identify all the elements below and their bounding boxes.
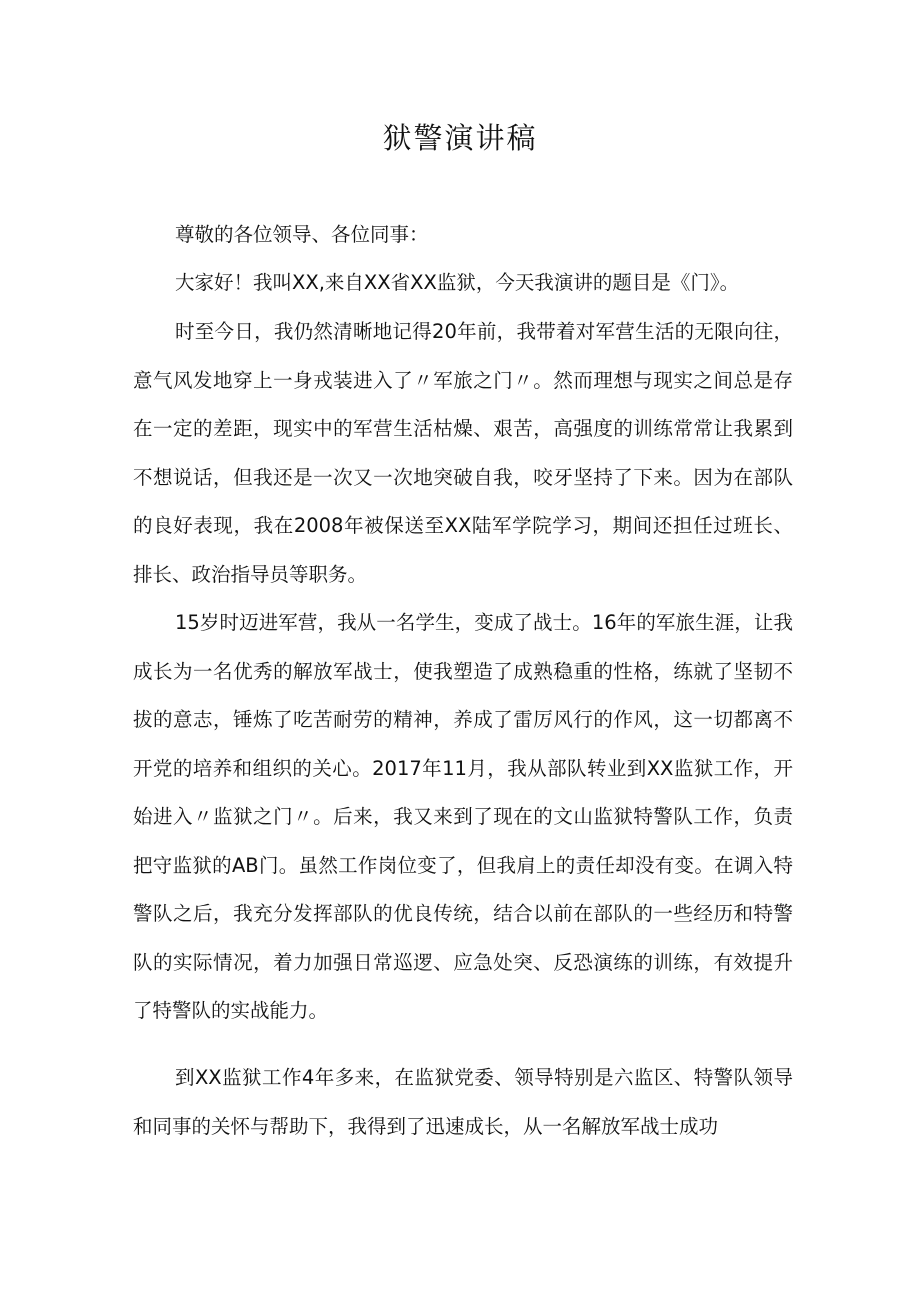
salutation: 尊敬的各位领导、各位同事： xyxy=(175,223,429,246)
paragraph-military-entry: 时至今日，我仍然清晰地记得20年前，我带着对军营生活的无限向往，意气风发地穿上一身戎装进入了〃军旅之门〃。然而理想与现实之间总是存在一定的差距，现实中的军营生活枯燥、艰苦，高强度的训练常常让我累到不想说话，但我还是一次又一次地突破自我，咬牙坚持了下来。因为在部队的良好表现，我在2008年被保送至XX陆军学院学习，期间还担任过班长、排长、政治指导员等职务。 xyxy=(133,320,793,586)
document-title: 狱警演讲稿 xyxy=(382,121,538,155)
paragraph-military-career: 15岁时迈进军营，我从一名学生，变成了战士。16年的军旅生涯，让我成长为一名优秀的解放军战士，使我塑造了成熟稳重的性格，练就了坚韧不拔的意志，锤炼了吃苦耐劳的精神，养成了雷厉风行的作风，这一切都离不开党的培养和组织的关心。2017年11月，我从部队转业到XX监狱工作，开始进入〃监狱之门〃。后来，我又来到了现在的文山监狱特警队工作，负责把守监狱的AB门。虽然工作岗位变了，但我肩上的责任却没有变。在调入特警队之后，我充分发挥部队的优良传统，结合以前在部队的一些经历和特警队的实际情况，着力加强日常巡逻、应急处突、反恐演练的训练，有效提升了特警队的实战能力。 xyxy=(133,611,793,1022)
paragraph-greeting: 大家好！我叫XX,来自XX省XX监狱，今天我演讲的题目是《门》。 xyxy=(175,271,740,294)
paragraph-prison-work: 到XX监狱工作4年多来，在监狱党委、领导特别是六监区、特警队领导和同事的关怀与帮助下，我得到了迅速成长，从一名解放军战士成功 xyxy=(133,1066,793,1138)
